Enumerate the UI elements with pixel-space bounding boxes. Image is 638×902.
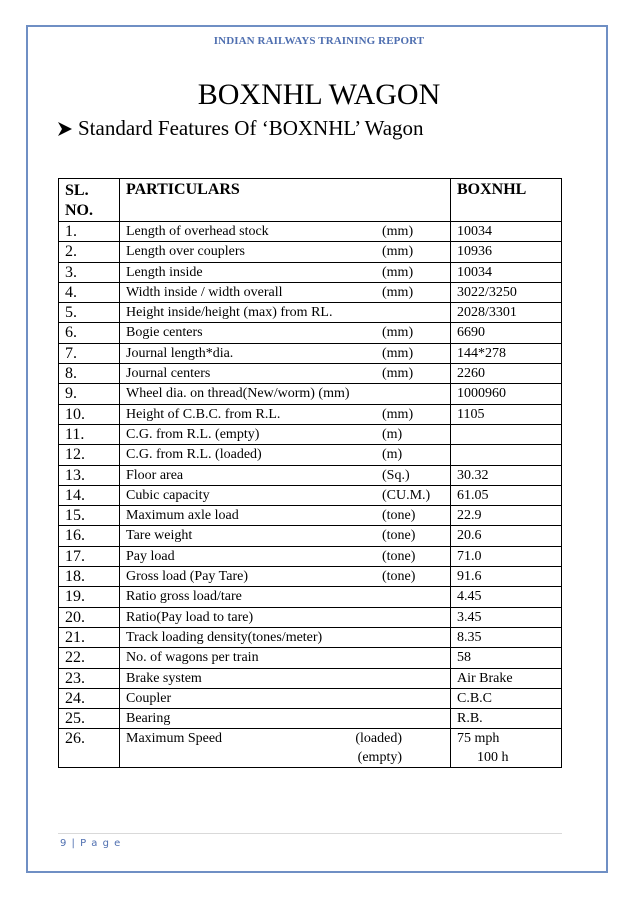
row-particular: Width inside / width overall bbox=[126, 284, 283, 300]
row-particular-cell bbox=[120, 648, 451, 668]
table-row bbox=[59, 282, 562, 302]
row-particular: Bearing bbox=[126, 711, 171, 727]
row-particular: Length of overhead stock bbox=[126, 224, 269, 239]
row-value: C.B.C bbox=[451, 688, 562, 708]
row-particular-cell bbox=[120, 384, 451, 404]
row-unit bbox=[382, 628, 444, 647]
table-row bbox=[59, 364, 562, 384]
row-unit bbox=[382, 689, 444, 708]
row-value: 3.45 bbox=[451, 607, 562, 627]
report-header: INDIAN RAILWAYS TRAINING REPORT bbox=[213, 35, 425, 47]
section-subtitle bbox=[56, 116, 424, 141]
row-particular-cell bbox=[120, 607, 451, 627]
row-value: 3022/3250 bbox=[451, 282, 562, 302]
row-particular: No. of wagons per train bbox=[126, 650, 259, 666]
row-particular: Height inside/height (max) from RL. bbox=[126, 305, 333, 321]
row-particular: Wheel dia. on thread(New/worm) (mm) bbox=[126, 386, 350, 402]
row-sl-no: 1. bbox=[59, 222, 120, 242]
row-value: 20.6 bbox=[451, 526, 562, 546]
row-particular: Length inside bbox=[126, 264, 203, 280]
table-row bbox=[59, 627, 562, 647]
row-value: 30.32 bbox=[451, 465, 562, 485]
table-row bbox=[59, 485, 562, 505]
row-value: 10936 bbox=[451, 242, 562, 262]
table-row bbox=[59, 222, 562, 242]
arrow-bullet-icon bbox=[56, 120, 74, 138]
row-value: 71.0 bbox=[451, 546, 562, 566]
row-particular-cell bbox=[120, 546, 451, 566]
row-value: 10034 bbox=[451, 222, 562, 242]
row-particular: Coupler bbox=[126, 690, 172, 706]
row-unit: (m) bbox=[382, 447, 403, 463]
row-value: 1000960 bbox=[451, 384, 562, 404]
row-unit: (mm) bbox=[382, 366, 414, 382]
row-particular-cell bbox=[120, 668, 451, 688]
row-particular-cell bbox=[120, 485, 451, 505]
row-sl-no: 9. bbox=[59, 384, 120, 404]
row-value: 58 bbox=[451, 648, 562, 668]
row-particular: Cubic capacity bbox=[126, 487, 210, 503]
table-row bbox=[59, 404, 562, 424]
table-row bbox=[59, 242, 562, 262]
row-particular-cell bbox=[120, 506, 451, 526]
row-particular: Bogie centers bbox=[126, 325, 203, 341]
row-unit bbox=[382, 608, 444, 627]
row-value: 2260 bbox=[451, 364, 562, 384]
row-sl-no: 15. bbox=[59, 506, 120, 526]
table-row bbox=[59, 303, 562, 323]
row-particular: Journal centers bbox=[126, 366, 211, 382]
table-row bbox=[59, 465, 562, 485]
table-header-row bbox=[59, 179, 562, 222]
row-unit bbox=[382, 709, 444, 728]
row-particular: Tare weight bbox=[126, 528, 193, 544]
row-value bbox=[451, 445, 562, 465]
row-value: 4.45 bbox=[451, 587, 562, 607]
row-sl-no: 17. bbox=[59, 546, 120, 566]
table-row bbox=[59, 668, 562, 688]
row-particular: Ratio(Pay load to tare) bbox=[126, 609, 254, 625]
row-value-empty: 100 h bbox=[477, 750, 509, 766]
row-value: 2028/3301 bbox=[451, 303, 562, 323]
subtitle-text: Standard Features Of ‘BOXNHL’ Wagon bbox=[78, 116, 424, 140]
row-particular: Height of C.B.C. from R.L. bbox=[126, 406, 281, 422]
row-particular: C.G. from R.L. (empty) bbox=[126, 426, 260, 442]
row-sl-no: 21. bbox=[59, 627, 120, 647]
row-particular-cell bbox=[120, 323, 451, 343]
row-particular-cell bbox=[120, 404, 451, 424]
page-number: 9 | P a g e bbox=[60, 838, 122, 849]
row-particular-cell bbox=[120, 526, 451, 546]
table-row bbox=[59, 688, 562, 708]
row-unit: (tone) bbox=[382, 569, 416, 585]
row-sl-no: 13. bbox=[59, 465, 120, 485]
row-sl-no: 26. bbox=[59, 729, 120, 768]
features-table bbox=[58, 178, 562, 768]
row-particular-cell bbox=[120, 729, 451, 768]
row-unit: (mm) bbox=[382, 325, 414, 341]
row-particular-cell bbox=[120, 343, 451, 363]
row-unit: (mm) bbox=[382, 284, 414, 300]
table-row bbox=[59, 384, 562, 404]
row-value: 10034 bbox=[451, 262, 562, 282]
row-sl-no: 14. bbox=[59, 485, 120, 505]
row-value: R.B. bbox=[451, 709, 562, 729]
row-unit: (tone) bbox=[382, 548, 416, 564]
row-particular: Brake system bbox=[126, 670, 202, 686]
row-particular-cell bbox=[120, 262, 451, 282]
table-row bbox=[59, 546, 562, 566]
row-unit: (mm) bbox=[382, 244, 414, 260]
row-sl-no: 4. bbox=[59, 282, 120, 302]
page-title: BOXNHL WAGON bbox=[197, 78, 441, 111]
row-unit: (tone) bbox=[382, 528, 416, 544]
header-boxnhl: BOXNHL bbox=[451, 179, 562, 222]
row-sl-no: 20. bbox=[59, 607, 120, 627]
row-unit: (m) bbox=[382, 426, 403, 442]
row-unit-empty: (empty) bbox=[357, 750, 402, 766]
row-particular-cell bbox=[120, 709, 451, 729]
row-unit: (tone) bbox=[382, 508, 416, 524]
row-particular: Track loading density(tones/meter) bbox=[126, 629, 323, 645]
row-particular-cell bbox=[120, 445, 451, 465]
row-unit: (mm) bbox=[382, 224, 414, 239]
footer-divider bbox=[58, 833, 562, 834]
row-particular-cell bbox=[120, 587, 451, 607]
row-particular: Ratio gross load/tare bbox=[126, 589, 242, 605]
row-particular-cell bbox=[120, 424, 451, 444]
row-unit: (mm) bbox=[382, 406, 414, 422]
row-unit bbox=[382, 648, 444, 667]
row-value: 144*278 bbox=[451, 343, 562, 363]
row-particular: Maximum Speed bbox=[126, 731, 223, 747]
row-particular: Gross load (Pay Tare) bbox=[126, 569, 249, 585]
table-row bbox=[59, 445, 562, 465]
row-value: 22.9 bbox=[451, 506, 562, 526]
row-value: Air Brake bbox=[451, 668, 562, 688]
row-value: 61.05 bbox=[451, 485, 562, 505]
row-sl-no: 11. bbox=[59, 424, 120, 444]
row-particular-cell bbox=[120, 303, 451, 323]
row-value: 8.35 bbox=[451, 627, 562, 647]
row-particular-cell bbox=[120, 567, 451, 587]
header-sl-no: SL. NO. bbox=[59, 179, 120, 222]
row-unit-loaded: (loaded) bbox=[355, 731, 402, 747]
row-particular: C.G. from R.L. (loaded) bbox=[126, 447, 262, 463]
row-unit bbox=[382, 384, 444, 403]
row-value: 91.6 bbox=[451, 567, 562, 587]
table-row bbox=[59, 709, 562, 729]
row-particular-cell bbox=[120, 688, 451, 708]
row-sl-no: 19. bbox=[59, 587, 120, 607]
row-value-cell bbox=[451, 729, 562, 768]
row-particular-cell bbox=[120, 465, 451, 485]
table-row bbox=[59, 526, 562, 546]
table-row bbox=[59, 567, 562, 587]
row-sl-no: 18. bbox=[59, 567, 120, 587]
row-sl-no: 2. bbox=[59, 242, 120, 262]
row-particular-cell bbox=[120, 282, 451, 302]
row-value bbox=[451, 424, 562, 444]
row-sl-no: 12. bbox=[59, 445, 120, 465]
table-row bbox=[59, 729, 562, 768]
row-sl-no: 7. bbox=[59, 343, 120, 363]
row-value-loaded: 75 mph bbox=[457, 731, 500, 747]
header-particulars: PARTICULARS bbox=[120, 179, 451, 222]
row-sl-no: 5. bbox=[59, 303, 120, 323]
table-row bbox=[59, 506, 562, 526]
row-particular-cell bbox=[120, 627, 451, 647]
row-sl-no: 25. bbox=[59, 709, 120, 729]
table-row bbox=[59, 424, 562, 444]
table-row bbox=[59, 262, 562, 282]
row-unit: (mm) bbox=[382, 264, 414, 280]
table-row bbox=[59, 343, 562, 363]
row-sl-no: 8. bbox=[59, 364, 120, 384]
row-particular: Maximum axle load bbox=[126, 508, 239, 524]
row-sl-no: 6. bbox=[59, 323, 120, 343]
row-unit bbox=[382, 669, 444, 688]
row-value: 1105 bbox=[451, 404, 562, 424]
row-particular-cell bbox=[120, 222, 451, 242]
row-particular: Floor area bbox=[126, 467, 184, 483]
row-particular: Pay load bbox=[126, 548, 175, 564]
row-unit bbox=[382, 303, 444, 322]
table-row bbox=[59, 587, 562, 607]
row-unit: (CU.M.) bbox=[382, 487, 431, 503]
row-particular: Length over couplers bbox=[126, 244, 245, 260]
table-row bbox=[59, 607, 562, 627]
row-sl-no: 22. bbox=[59, 648, 120, 668]
row-value: 6690 bbox=[451, 323, 562, 343]
table-row bbox=[59, 323, 562, 343]
row-particular-cell bbox=[120, 242, 451, 262]
row-unit: (mm) bbox=[382, 345, 414, 361]
row-sl-no: 16. bbox=[59, 526, 120, 546]
row-unit bbox=[382, 587, 444, 606]
row-particular: Journal length*dia. bbox=[126, 345, 234, 361]
row-unit-group bbox=[355, 729, 444, 767]
row-unit: (Sq.) bbox=[382, 467, 410, 483]
row-particular-cell bbox=[120, 364, 451, 384]
table-row bbox=[59, 648, 562, 668]
row-sl-no: 23. bbox=[59, 668, 120, 688]
row-sl-no: 24. bbox=[59, 688, 120, 708]
row-sl-no: 3. bbox=[59, 262, 120, 282]
row-sl-no: 10. bbox=[59, 404, 120, 424]
